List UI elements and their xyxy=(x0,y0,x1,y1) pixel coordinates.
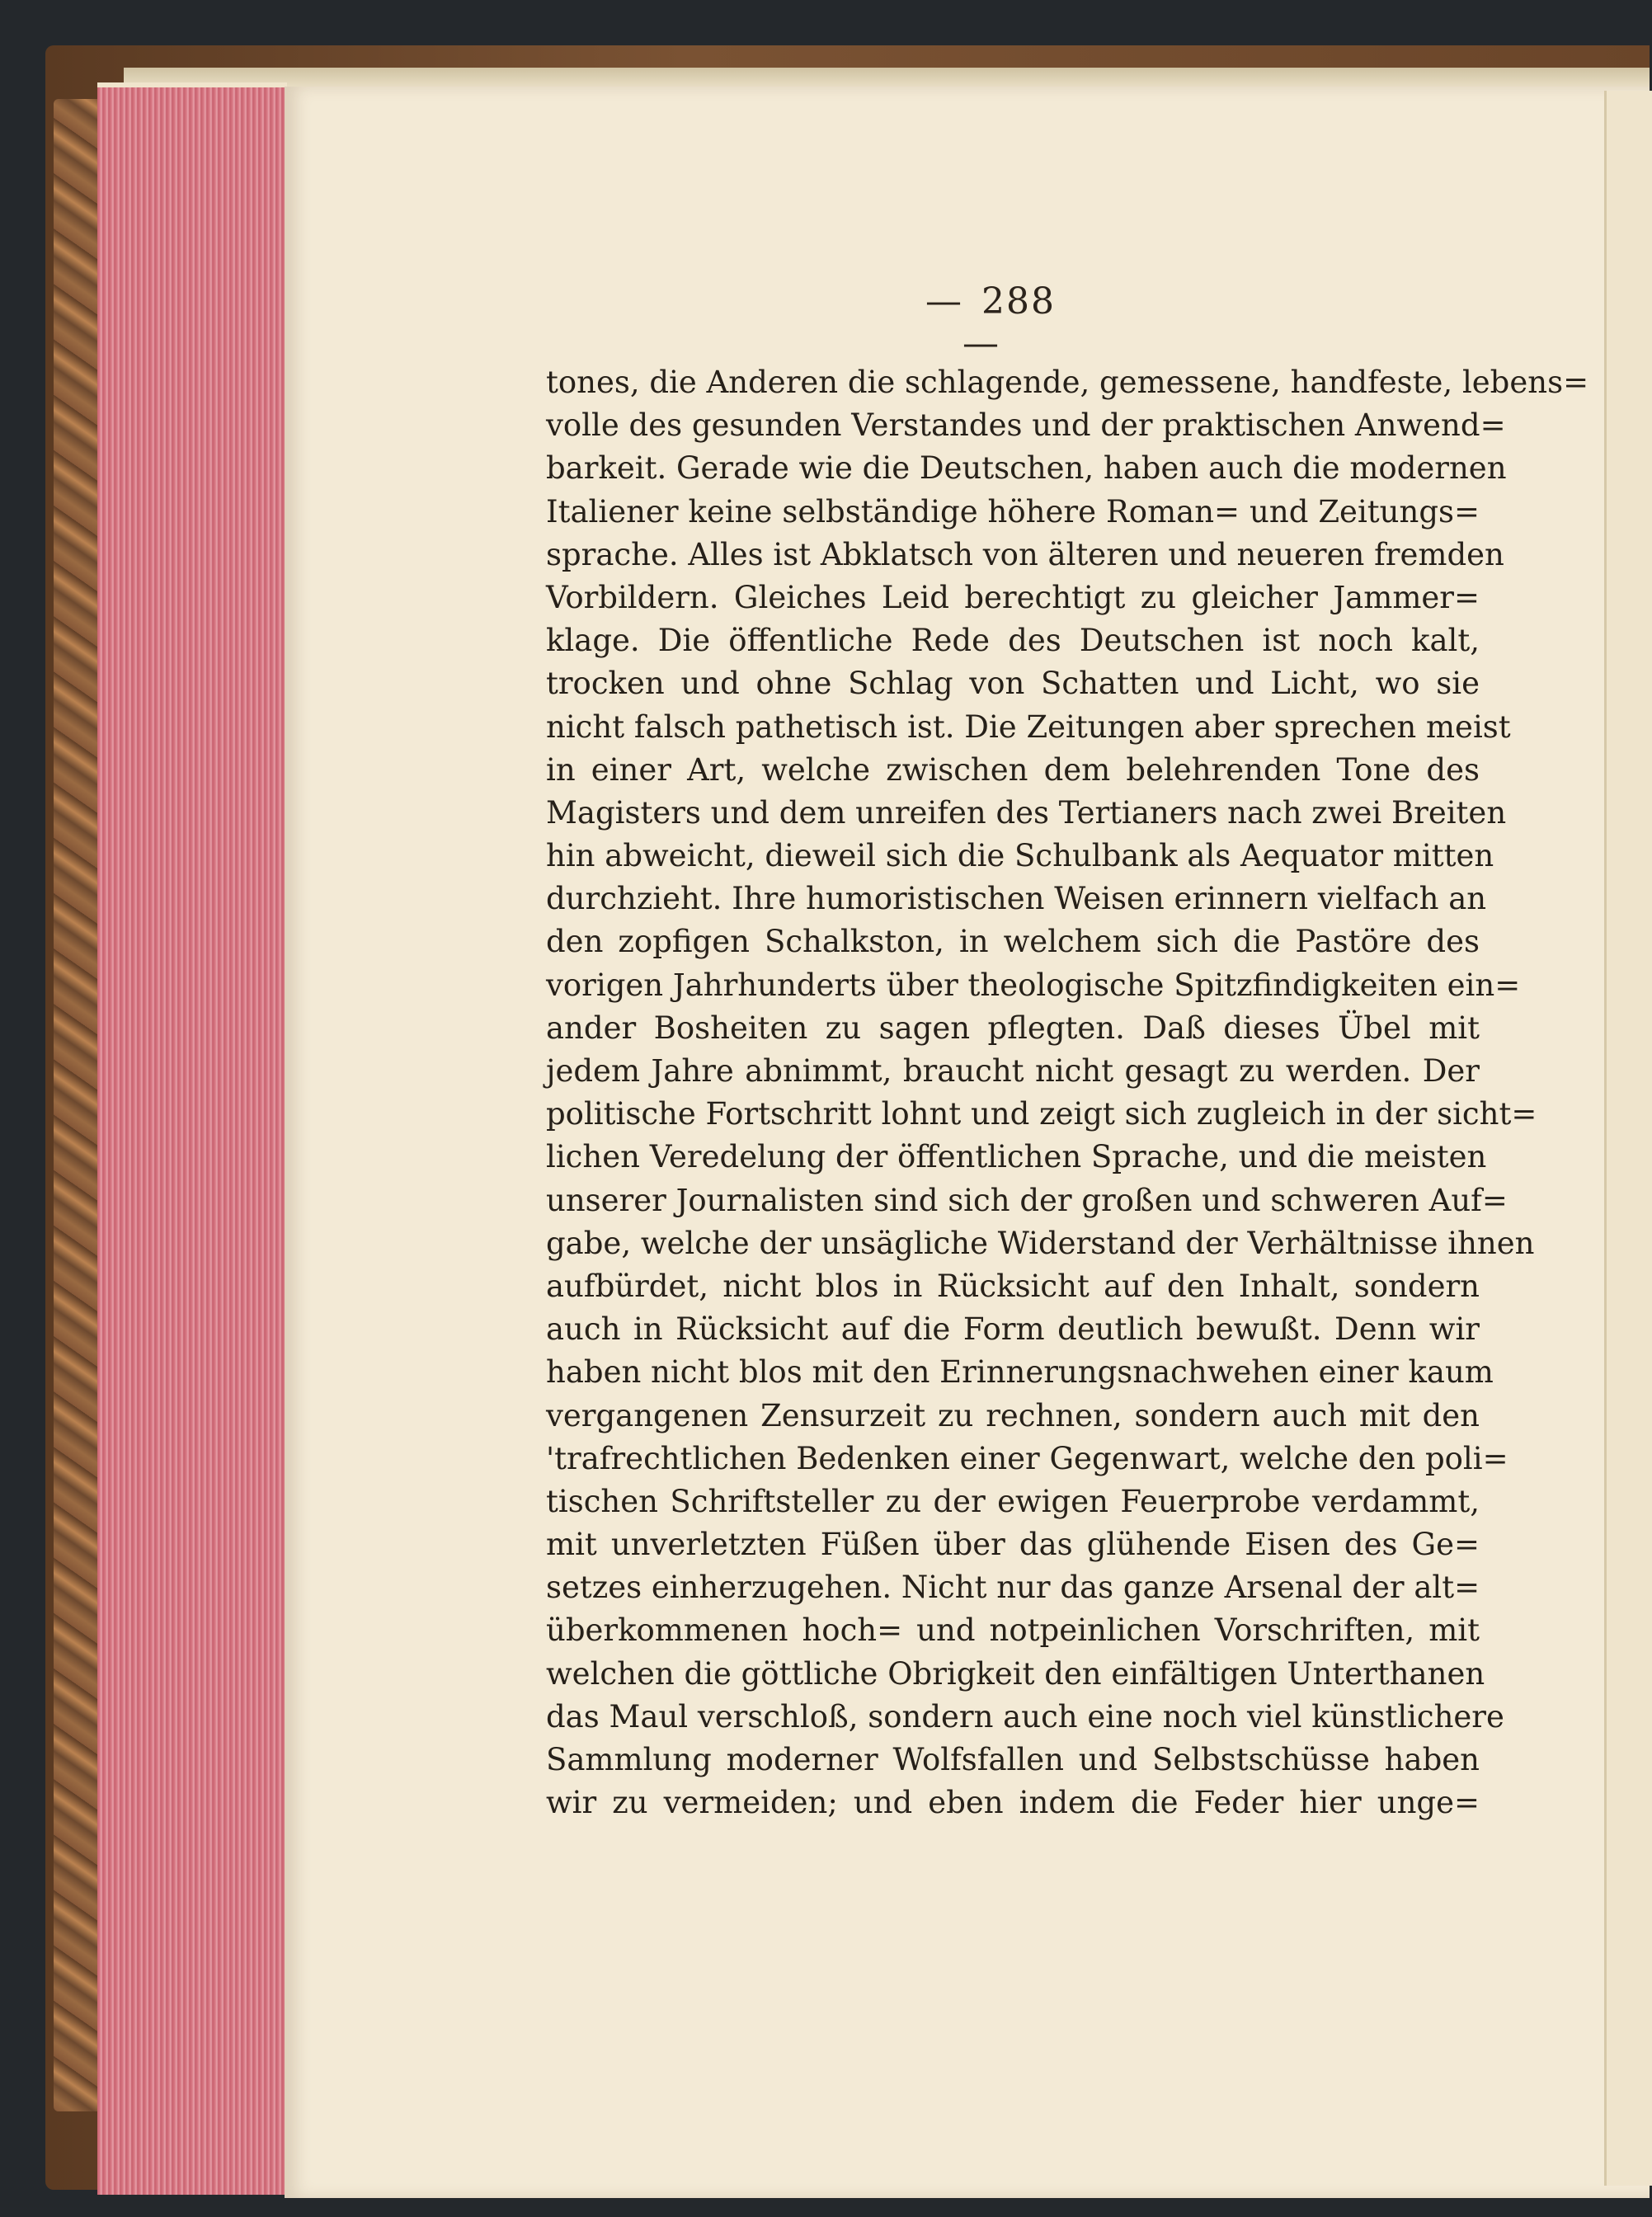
text-line: sprache. Alles ist Abklatsch von älteren und neueren fremden xyxy=(546,536,1504,572)
text-line: unserer Journalisten sind sich der großen und schweren Auf= xyxy=(546,1182,1508,1218)
text-line: hin abweicht, dieweil sich die Schulbank als Aequator mitten xyxy=(546,838,1494,874)
text-line: Italiener keine selbständige höhere Roman= und Zeitungs= xyxy=(546,493,1480,530)
page-number-dash-right: — xyxy=(962,322,1000,365)
text-line: nicht falsch pathetisch ist. Die Zeitungen aber sprechen meist xyxy=(546,708,1511,745)
page-number xyxy=(899,280,1064,365)
text-line: in einer Art, welche zwischen dem belehrenden Tone des xyxy=(546,751,1480,788)
text-line: 'trafrechtlichen Bedenken einer Gegenwart, welche den poli= xyxy=(546,1440,1508,1476)
text-line: tones, die Anderen die schlagende, gemessene, handfeste, lebens= xyxy=(546,365,1589,400)
text-line: überkommenen hoch= und notpeinlichen Vorschriften, mit xyxy=(546,1612,1480,1649)
text-line: lichen Veredelung der öffentlichen Sprache, und die meisten xyxy=(546,1139,1487,1175)
text-line: haben nicht blos mit den Erinnerungsnachwehen einer kaum xyxy=(546,1354,1494,1391)
text-line: klage. Die öffentliche Rede des Deutschen ist noch kalt, xyxy=(546,623,1480,659)
text-line: durchzieht. Ihre humoristischen Weisen erinnern vielfach an xyxy=(546,881,1487,917)
text-line: setzes einherzugehen. Nicht nur das ganze Arsenal der alt= xyxy=(546,1570,1480,1606)
body-text xyxy=(546,361,1589,1824)
text-line: wir zu vermeiden; und eben indem die Feder hier unge= xyxy=(546,1785,1480,1821)
text-line: welchen die göttliche Obrigkeit den einfältigen Unterthanen xyxy=(546,1655,1485,1692)
text-line: trocken und ohne Schlag von Schatten und Licht, wo sie xyxy=(546,666,1480,702)
text-line: volle des gesunden Verstandes und der praktischen Anwend= xyxy=(546,407,1506,444)
page-number-value: 288 xyxy=(981,280,1056,322)
text-line: tischen Schriftsteller zu der ewigen Feuerprobe verdammt, xyxy=(546,1483,1480,1519)
text-line: mit unverletzten Füßen über das glühende Eisen des Ge= xyxy=(546,1527,1480,1563)
text-line: politische Fortschritt lohnt und zeigt sich zugleich in der sicht= xyxy=(546,1096,1537,1132)
text-line: jedem Jahre abnimmt, braucht nicht gesagt zu werden. Der xyxy=(546,1053,1480,1089)
text-line: den zopfigen Schalkston, in welchem sich die Pastöre des xyxy=(546,924,1480,960)
text-line: das Maul verschloß, sondern auch eine noch viel künstlichere xyxy=(546,1698,1504,1735)
text-line: Magisters und dem unreifen des Tertianers nach zwei Breiten xyxy=(546,794,1507,831)
red-page-edges xyxy=(97,82,287,2195)
text-line: Vorbildern. Gleiches Leid berechtigt zu gleicher Jammer= xyxy=(546,579,1480,615)
facing-page-edge xyxy=(1604,91,1652,2186)
text-line: auch in Rücksicht auf die Form deutlich bewußt. Denn wir xyxy=(546,1311,1480,1348)
text-line: vergangenen Zensurzeit zu rechnen, sondern auch mit den xyxy=(546,1397,1480,1433)
text-line: vorigen Jahrhunderts über theologische Spitzfindigkeiten ein= xyxy=(546,967,1521,1003)
text-line: aufbürdet, nicht blos in Rücksicht auf den Inhalt, sondern xyxy=(546,1268,1480,1304)
page-number-dash-left: — xyxy=(925,280,963,322)
marbled-cover-edge xyxy=(54,99,103,2111)
text-line: ander Bosheiten zu sagen pflegten. Daß dieses Übel mit xyxy=(546,1010,1480,1046)
text-line: gabe, welche der unsägliche Widerstand der Verhältnisse ihnen xyxy=(546,1225,1535,1261)
text-line: Sammlung moderner Wolfsfallen und Selbstschüsse haben xyxy=(546,1742,1480,1777)
text-line: barkeit. Gerade wie die Deutschen, haben auch die modernen xyxy=(546,450,1507,487)
